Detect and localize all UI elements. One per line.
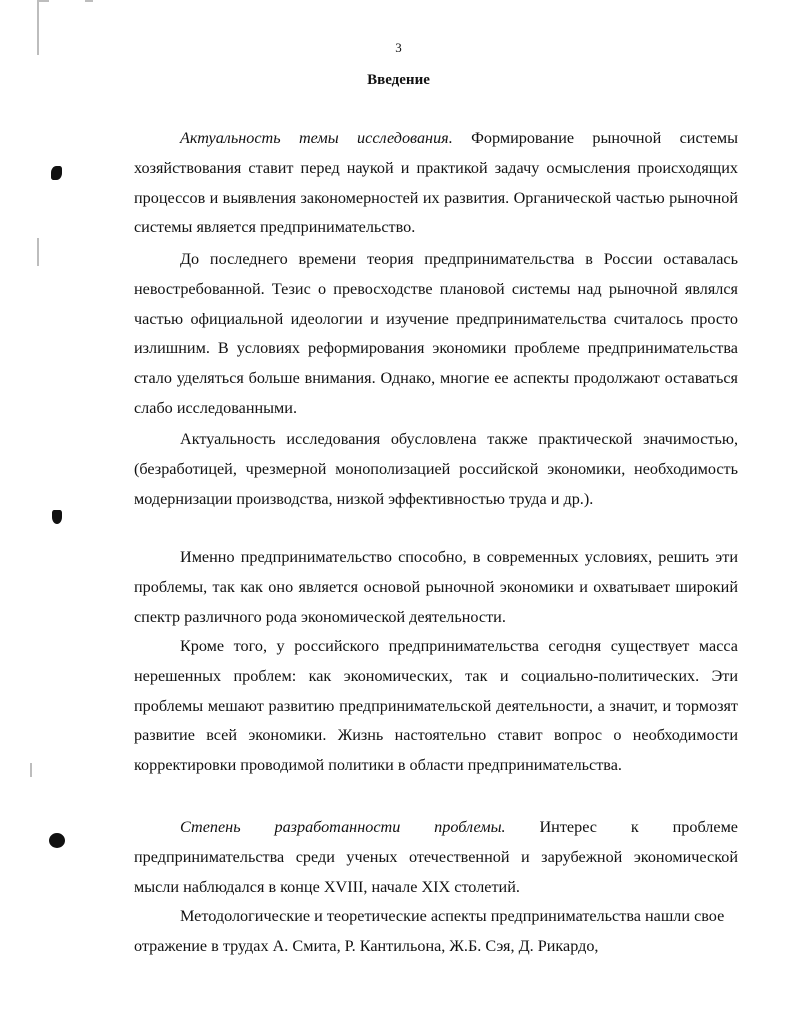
paragraph [134,632,738,781]
paragraph-text: Формирование рыночной системы хозяйствования ставит перед наукой и практикой задачу осмысления происходящих процессов и выявления закономерностей их развития. Органической частью рыночной системы является предпринимательство. [134,129,739,237]
scan-edge-mark [37,238,39,266]
paragraph [134,245,738,424]
punch-hole-mark [49,833,65,848]
paragraph-text: Актуальность исследования обусловлена также практической значимостью, (безработицей, чрезмерной монополизацией российской экономики, необходимость модернизации производства, низкой эффективностью труда и др.). [134,430,738,508]
punch-hole-mark [52,510,62,524]
paragraph-lead: Актуальность темы исследования. [180,129,453,147]
page-number: 3 [395,40,402,55]
paragraph-text: До последнего времени теория предпринимательства в России оставалась невостребованной. Тезис о превосходстве плановой системы над рыночной являлся частью официальной идеологии и изучение предпринимательства считалось просто излишним. В условиях реформирования экономики проблеме предпринимательства стало уделяться больше внимания. Однако, многие ее аспекты продолжают оставаться слабо исследованными. [134,250,738,417]
paragraph [134,543,738,632]
punch-hole-mark [51,166,62,180]
paragraph [134,902,738,962]
paragraph-text: Интерес к проблеме предпринимательства среди ученых отечественной и зарубежной экономической мысли наблюдался в конце XVIII, начале XIX столетий. [134,818,738,896]
paragraph-text: Кроме того, у российского предпринимательства сегодня существует масса нерешенных проблем: как экономических, так и социально-политических. Эти проблемы мешают развитию предпринимательской деятельности, а значит, и тормозят развитие всей экономики. Жизнь настоятельно ставит вопрос о необходимости корректировки проводимой политики в области предпринимательства. [134,637,738,775]
paragraph-relevance [134,124,738,243]
paragraph-text: Методологические и теоретические аспекты предпринимательства нашли свое отражение в трудах А. Смита, Р. Кантильона, Ж.Б. Сэя, Д. Рикардо, [134,907,725,955]
scan-edge-mark [85,0,93,2]
paragraph-lead: Степень разработанности проблемы. [180,818,506,836]
scan-edge-mark [37,0,49,2]
paragraph-text: Именно предпринимательство способно, в современных условиях, решить эти проблемы, так как оно является основой рыночной экономики и охватывает широкий спектр различного рода экономической деятельности. [134,548,738,626]
paragraph-development [134,813,738,902]
scan-edge-mark [30,763,32,777]
paragraph [134,425,738,514]
section-heading: Введение [367,72,430,88]
